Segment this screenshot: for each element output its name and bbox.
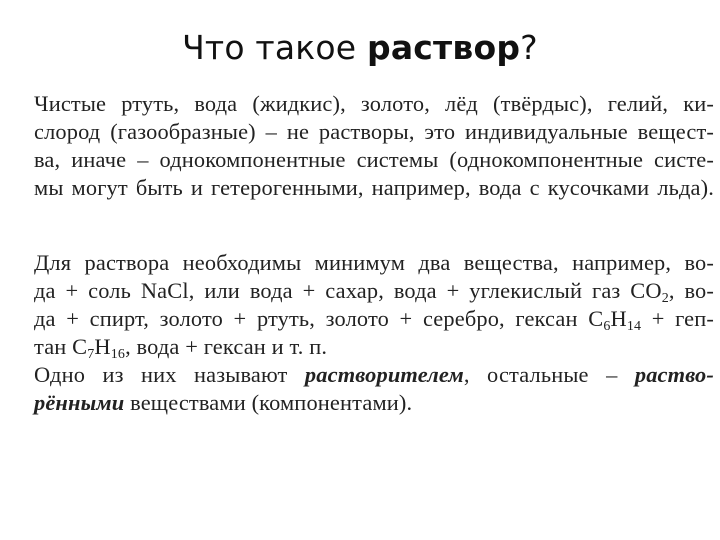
paragraph-solution-examples xyxy=(34,249,714,361)
line-text: да + спирт, золото + ртуть, золото + серебро, гексан C xyxy=(34,306,604,331)
subscript: 7 xyxy=(87,347,95,362)
line-text: , во- xyxy=(668,278,714,303)
subscript: 6 xyxy=(603,319,611,334)
title-question-mark: ? xyxy=(520,28,538,67)
paragraph-line xyxy=(34,333,714,361)
line-text: + геп- xyxy=(641,306,715,331)
line-text: H xyxy=(610,306,627,331)
paragraph-line: Чистыe ртуть, вода (жидкис), золото, лёд (твёрдыс), гелий, ки- xyxy=(34,91,714,116)
paragraph-line xyxy=(34,277,714,305)
term-solvent: растворителем xyxy=(304,362,464,387)
line-text: H xyxy=(94,334,111,359)
paragraph-line: Для раствора необходимы минимум два вещества, например, во- xyxy=(34,250,714,275)
line-text: да + соль NaCl, или вода + сахар, вода + углекислый газ CO xyxy=(34,278,662,303)
line-text: тан C xyxy=(34,334,88,359)
paragraph-pure-substances xyxy=(34,90,714,202)
title-bold-term: раствор xyxy=(367,28,521,67)
line-text: веществами (компонентами). xyxy=(124,390,413,415)
paragraph-line: слород (газообразные) – не растворы, это индивидуальные вещест- xyxy=(34,119,714,144)
line-text: Одно из них называют xyxy=(34,362,305,387)
paragraph-solvent-definition xyxy=(34,361,714,417)
paragraph-line xyxy=(34,305,714,333)
subscript: 2 xyxy=(661,291,669,306)
title-normal: Что такое xyxy=(182,28,367,67)
paragraph-line xyxy=(34,361,714,389)
line-text: , вода + гексан и т. п. xyxy=(125,334,328,359)
paragraph-line: мы могут быть и гетерогенными, например, вода с кусочками льда). xyxy=(34,175,714,200)
term-dissolved-end: рёнными xyxy=(34,390,125,415)
subscript: 14 xyxy=(626,319,642,334)
line-text: , остальные – xyxy=(463,362,635,387)
paragraph-line xyxy=(34,389,714,417)
paragraph-line: ва, иначе – однокомпонентные системы (однокомпонентные систе- xyxy=(34,147,714,172)
term-dissolved-part: раство- xyxy=(634,362,714,387)
slide-title xyxy=(0,28,720,67)
subscript: 16 xyxy=(110,347,126,362)
